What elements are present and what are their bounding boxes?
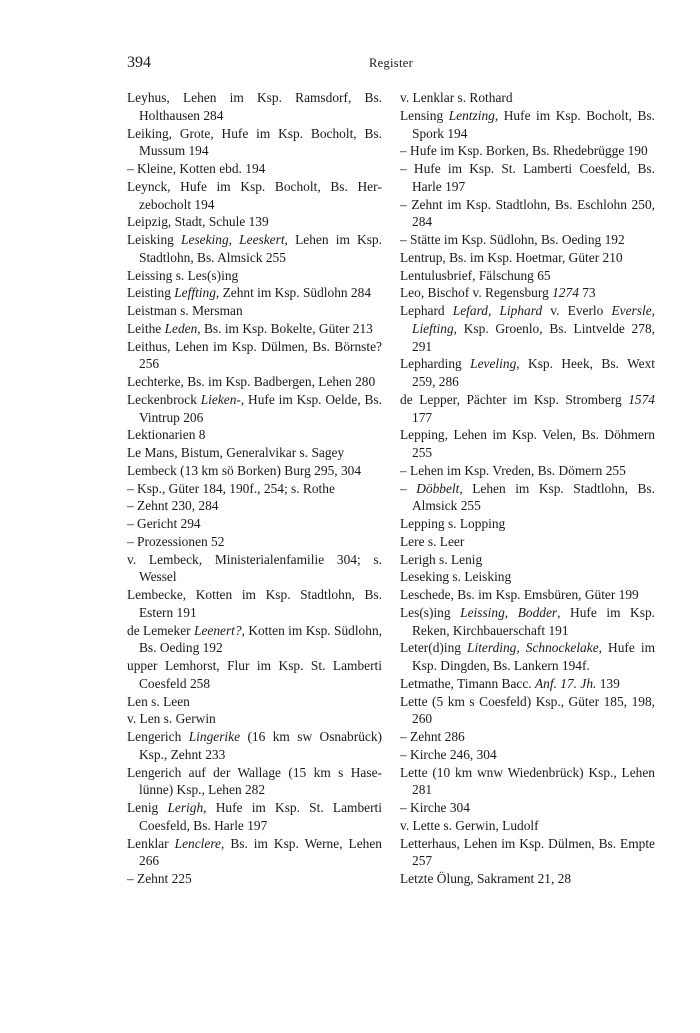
index-column-right: [400, 89, 655, 888]
index-entry: Lentrup, Bs. im Ksp. Hoetmar, Güter 210: [400, 249, 623, 265]
index-entry: Leisking Leseking, Leeskert, Lehen im Ksp. Stadtlohn, Bs. Almsick 255: [127, 232, 382, 265]
index-entry: – Zehnt 230, 284: [127, 498, 219, 514]
index-entry: de Lepper, Pächter im Ksp. Stromberg 1574 177: [400, 391, 655, 425]
index-entry: Leynck, Hufe im Ksp. Bocholt, Bs. Herzebocholt 194: [127, 178, 382, 212]
index-entry: Letzte Ölung, Sakrament 21, 28: [400, 871, 572, 886]
index-entry: Lektionarien 8: [127, 427, 206, 443]
index-entry: Lere s. Leer: [400, 533, 465, 549]
index-entry: Leter(d)ing Literding, Schnockelake, Hufe im Ksp. Dingden, Bs. Lankern 194f.: [400, 640, 655, 673]
index-entry: v. Lette s. Gerwin, Ludolf: [400, 817, 539, 833]
index-entry: Lenig Lerigh, Hufe im Ksp. St. Lamberti Coesfeld, Bs. Harle 197: [127, 800, 382, 833]
index-entry: Lenklar Lenclere, Bs. im Ksp. Werne, Lehen 266: [127, 835, 382, 869]
index-entry: – Zehnt 286: [400, 729, 465, 744]
index-entry: – Kirche 304: [400, 800, 470, 815]
page-number: 394: [127, 54, 151, 71]
index-entry: Leseking s. Leisking: [400, 569, 512, 585]
index-entry: Leo, Bischof v. Regensburg 1274 73: [400, 285, 596, 301]
index-entry: – Zehnt im Ksp. Stadtlohn, Bs. Eschlohn 250, 284: [400, 196, 655, 230]
page-header: [127, 54, 655, 74]
index-entry: v. Lenklar s. Rothard: [400, 90, 513, 105]
index-entry: Lephard Lefard, Liphard v. Everlo Eversle, Liefting, Ksp. Groenlo, Bs. Lintvelde 278, 291: [400, 303, 655, 354]
index-entry: Lechterke, Bs. im Ksp. Badbergen, Lehen 280: [127, 374, 376, 389]
index-entry: – Hufe im Ksp. Borken, Bs. Rhedebrügge 190: [400, 143, 648, 159]
index-entry: Leiking, Grote, Hufe im Ksp. Bocholt, Bs. Mussum 194: [127, 125, 382, 159]
index-entry: Leistman s. Mersman: [127, 303, 243, 318]
index-entry: v. Lembeck, Ministerialenfamilie 304; s. Wessel: [127, 551, 382, 585]
index-entry: Lepharding Leveling, Ksp. Heek, Bs. Wext 259, 286: [400, 356, 656, 389]
index-entry: Lette (5 km s Coesfeld) Ksp., Güter 185, 198, 260: [400, 693, 655, 727]
index-entry: Lepping, Lehen im Ksp. Velen, Bs. Döhmern 255: [400, 427, 655, 460]
index-entry: Leithus, Lehen im Ksp. Dülmen, Bs. Börnste? 256: [127, 338, 382, 372]
index-entry: Leissing s. Les(s)ing: [127, 267, 239, 283]
index-entry: – Prozessionen 52: [127, 533, 225, 549]
index-entry: Leschede, Bs. im Ksp. Emsbüren, Güter 199: [400, 587, 639, 602]
index-entry: Lengerich auf der Wallage (15 km s Haselünne) Ksp., Lehen 282: [127, 764, 382, 798]
running-head: Register: [368, 56, 414, 70]
index-entry: Lette (10 km wnw Wiedenbrück) Ksp., Lehen 281: [400, 764, 655, 798]
index-entry: Lembecke, Kotten im Ksp. Stadtlohn, Bs. Estern 191: [127, 587, 382, 620]
index-column-left: [127, 89, 382, 888]
index-entry: Lembeck (13 km sö Borken) Burg 295, 304: [127, 462, 362, 478]
index-entry: – Hufe im Ksp. St. Lamberti Coesfeld, Bs. Harle 197: [400, 161, 655, 194]
index-entry: Lensing Lentzing, Hufe im Ksp. Bocholt, Bs. Spork 194: [400, 107, 656, 141]
index-entry: Letmathe, Timann Bacc. Anf. 17. Jh. 139: [400, 675, 620, 691]
index-entry: Leisting Leffting, Zehnt im Ksp. Südlohn 284: [127, 285, 372, 301]
index-entry: – Stätte im Ksp. Südlohn, Bs. Oeding 192: [400, 232, 625, 247]
index-entry: Lerigh s. Lenig: [400, 551, 483, 567]
index-entry: Lentulusbrief, Fälschung 65: [400, 267, 551, 283]
index-entry: – Kleine, Kotten ebd. 194: [127, 161, 266, 176]
index-entry: Les(s)ing Leissing, Bodder, Hufe im Ksp. Reken, Kirchbauerschaft 191: [400, 604, 655, 638]
index-entry: Len s. Leen: [127, 693, 190, 709]
index-entry: Lepping s. Lopping: [400, 516, 506, 531]
index-entry: v. Len s. Gerwin: [127, 711, 216, 727]
index-entry: – Ksp., Güter 184, 190f., 254; s. Rothe: [127, 480, 335, 496]
index-entry: upper Lemhorst, Flur im Ksp. St. Lamberti Coesfeld 258: [127, 658, 382, 691]
index-entry: – Kirche 246, 304: [400, 746, 497, 762]
index-entry: Lengerich Lingerike (16 km sw Osnabrück) Ksp., Zehnt 233: [127, 729, 383, 762]
index-entry: Le Mans, Bistum, Generalvikar s. Sagey: [127, 445, 345, 460]
index-entry: – Zehnt 225: [127, 871, 192, 886]
index-entry: – Gericht 294: [127, 516, 201, 531]
index-entry: Letterhaus, Lehen im Ksp. Dülmen, Bs. Empte 257: [400, 835, 655, 869]
index-entry: Leithe Leden, Bs. im Ksp. Bokelte, Güter 213: [127, 320, 373, 336]
index-entry: Leyhus, Lehen im Ksp. Ramsdorf, Bs. Holthausen 284: [127, 90, 382, 123]
index-entry: Leipzig, Stadt, Schule 139: [127, 214, 269, 230]
index-entry: – Döbbelt, Lehen im Ksp. Stadtlohn, Bs. Almsick 255: [400, 480, 655, 514]
index-entry: – Lehen im Ksp. Vreden, Bs. Dömern 255: [400, 462, 626, 478]
index-entry: Leckenbrock Lieken-, Hufe im Ksp. Oelde, Bs. Vintrup 206: [127, 391, 382, 425]
index-entry: de Lemeker Leenert?, Kotten im Ksp. Südlohn, Bs. Oeding 192: [127, 622, 382, 656]
